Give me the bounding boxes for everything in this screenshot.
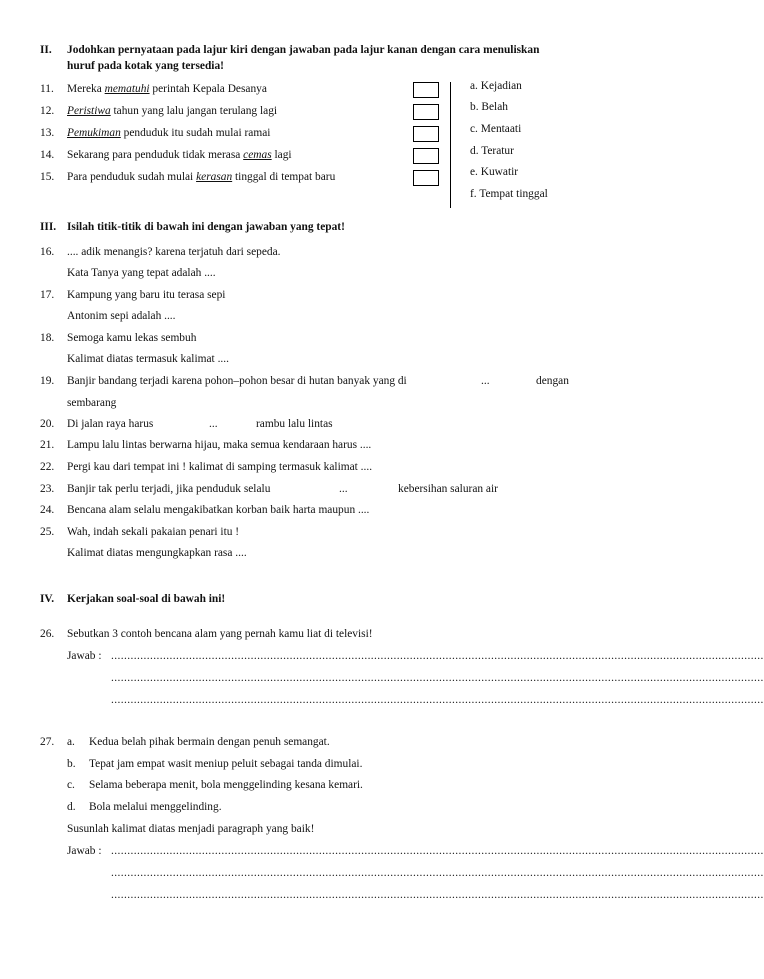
question-25-text: Wah, indah sekali pakaian penari itu !: [67, 526, 240, 538]
question-18-prompt: Kalimat diatas termasuk kalimat ....: [67, 353, 229, 365]
question-22-number: 22.: [40, 461, 55, 473]
sentence-b-text: Tepat jam empat wasit meniup peluit sebagai tanda dimulai.: [89, 758, 363, 770]
underlined-word: kerasan: [196, 171, 233, 183]
question-25-prompt: Kalimat diatas mengungkapkan rasa ....: [67, 547, 247, 559]
question-16-prompt: Kata Tanya yang tepat adalah ....: [67, 267, 216, 279]
underlined-word: Pemukiman: [67, 127, 121, 139]
question-21-number: 21.: [40, 439, 55, 451]
option-a: a. Kejadian: [470, 80, 522, 92]
sentence-b-letter: b.: [67, 758, 76, 770]
question-23-number: 23.: [40, 483, 55, 495]
item-text: Mereka mematuhi perintah Kepala Desanya: [67, 83, 267, 95]
question-16-text: .... adik menangis? karena terjatuh dari sepeda.: [67, 246, 281, 258]
question-21-text: Lampu lalu lintas berwarna hijau, maka semua kendaraan harus ....: [67, 439, 372, 451]
question-26-number: 26.: [40, 628, 55, 640]
answer-line[interactable]: .........................................................................................................................................................................................................: [111, 867, 764, 879]
question-23-text: Banjir tak perlu terjadi, jika penduduk selalu: [67, 483, 271, 495]
question-20-text: Di jalan raya harus: [67, 418, 154, 430]
answer-line[interactable]: .........................................................................................................................................................................................................: [111, 845, 764, 857]
section-3-number: III.: [40, 221, 57, 233]
question-18-text: Semoga kamu lekas sembuh: [67, 332, 197, 344]
question-22-text: Pergi kau dari tempat ini ! kalimat di samping termasuk kalimat ....: [67, 461, 373, 473]
item-text: Sekarang para penduduk tidak merasa cemas lagi: [67, 149, 292, 161]
question-20-number: 20.: [40, 418, 55, 430]
answer-box-13[interactable]: [413, 126, 439, 142]
option-b: b. Belah: [470, 101, 508, 113]
answer-line[interactable]: .........................................................................................................................................................................................................: [111, 650, 764, 662]
item-number: 11.: [40, 83, 54, 95]
question-20-text-end: rambu lalu lintas: [256, 418, 333, 430]
question-16-number: 16.: [40, 246, 55, 258]
underlined-word: Peristiwa: [67, 105, 111, 117]
answer-line[interactable]: .........................................................................................................................................................................................................: [111, 889, 764, 901]
question-25-number: 25.: [40, 526, 55, 538]
item-text: Pemukiman penduduk itu sudah mulai ramai: [67, 127, 271, 139]
underlined-word: mematuhi: [104, 83, 150, 95]
section-3-heading: Isilah titik-titik di bawah ini dengan jawaban yang tepat!: [67, 221, 345, 233]
question-23-blank: ...: [339, 483, 348, 495]
sentence-c-text: Selama beberapa menit, bola menggelinding kesana kemari.: [89, 779, 363, 791]
question-19-text-end: dengan: [536, 375, 569, 387]
sentence-d-text: Bola melalui menggelinding.: [89, 801, 222, 813]
question-17-number: 17.: [40, 289, 55, 301]
question-17-text: Kampung yang baru itu terasa sepi: [67, 289, 226, 301]
section-2-number: II.: [40, 44, 52, 56]
answer-line[interactable]: .........................................................................................................................................................................................................: [111, 672, 764, 684]
option-e: e. Kuwatir: [470, 166, 519, 178]
question-27-instruction: Susunlah kalimat diatas menjadi paragraph yang baik!: [67, 823, 315, 835]
item-number: 12.: [40, 105, 55, 117]
question-26-answer-label: Jawab :: [67, 650, 102, 662]
question-24-text: Bencana alam selalu mengakibatkan korban baik harta maupun ....: [67, 504, 370, 516]
question-17-prompt: Antonim sepi adalah ....: [67, 310, 176, 322]
section-2-heading: Jodohkan pernyataan pada lajur kiri dengan jawaban pada lajur kanan dengan cara menuliskan: [67, 44, 540, 56]
question-19-blank: ...: [481, 375, 490, 387]
question-27-number: 27.: [40, 736, 55, 748]
sentence-a-letter: a.: [67, 736, 75, 748]
item-number: 15.: [40, 171, 55, 183]
options-divider-line: [450, 82, 451, 208]
sentence-d-letter: d.: [67, 801, 76, 813]
question-24-number: 24.: [40, 504, 55, 516]
question-27-answer-label: Jawab :: [67, 845, 102, 857]
answer-box-14[interactable]: [413, 148, 439, 164]
question-19-text: Banjir bandang terjadi karena pohon–pohon besar di hutan banyak yang di: [67, 375, 407, 387]
answer-box-12[interactable]: [413, 104, 439, 120]
item-text: Peristiwa tahun yang lalu jangan terulang lagi: [67, 105, 278, 117]
sentence-c-letter: c.: [67, 779, 75, 791]
item-text: Para penduduk sudah mulai kerasan tinggal di tempat baru: [67, 171, 336, 183]
section-2-heading-line2: huruf pada kotak yang tersedia!: [67, 60, 224, 72]
question-18-number: 18.: [40, 332, 55, 344]
question-19-continuation: sembarang: [67, 397, 117, 409]
question-19-number: 19.: [40, 375, 55, 387]
item-number: 13.: [40, 127, 55, 139]
underlined-word: cemas: [243, 149, 272, 161]
answer-box-15[interactable]: [413, 170, 439, 186]
section-4-heading: Kerjakan soal-soal di bawah ini!: [67, 593, 226, 605]
question-20-blank: ...: [209, 418, 218, 430]
answer-box-11[interactable]: [413, 82, 439, 98]
option-f: f. Tempat tinggal: [470, 188, 548, 200]
option-c: c. Mentaati: [470, 123, 522, 135]
answer-line[interactable]: .........................................................................................................................................................................................................: [111, 694, 764, 706]
question-26-text: Sebutkan 3 contoh bencana alam yang pernah kamu liat di televisi!: [67, 628, 373, 640]
sentence-a-text: Kedua belah pihak bermain dengan penuh semangat.: [89, 736, 330, 748]
item-number: 14.: [40, 149, 55, 161]
option-d: d. Teratur: [470, 145, 514, 157]
question-23-text-end: kebersihan saluran air: [398, 483, 498, 495]
section-4-number: IV.: [40, 593, 55, 605]
